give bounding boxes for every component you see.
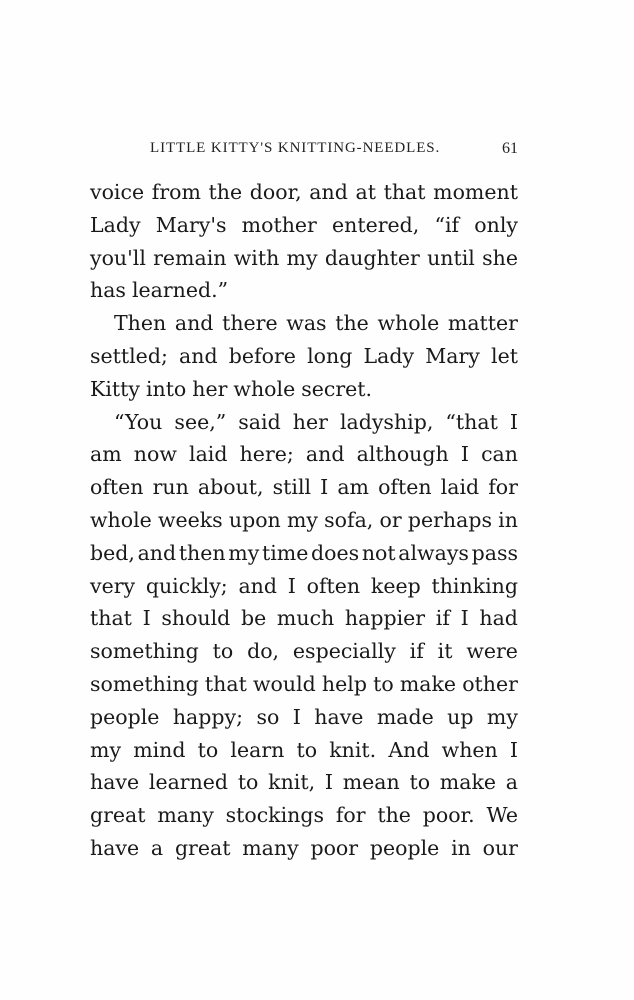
text-line xyxy=(90,307,518,340)
word: settled; xyxy=(90,343,168,368)
word: poor. xyxy=(422,803,475,828)
word: had xyxy=(479,606,518,631)
word: made xyxy=(376,704,434,729)
word: Lady xyxy=(363,343,415,368)
word: often xyxy=(378,475,432,500)
text-line xyxy=(90,668,518,701)
word: here; xyxy=(239,442,294,467)
word: my xyxy=(286,245,318,270)
word: stockings xyxy=(225,803,324,828)
running-head xyxy=(90,140,518,166)
word: and xyxy=(238,573,278,598)
word: whole xyxy=(377,311,440,336)
word: mind xyxy=(133,737,186,762)
word: keep xyxy=(370,573,421,598)
word: does xyxy=(311,540,360,565)
word: We xyxy=(486,803,518,828)
word: remain xyxy=(153,245,227,270)
word: knit. xyxy=(329,737,377,762)
word: for xyxy=(488,475,518,500)
running-title: LITTLE KITTY'S KNITTING-NEEDLES. xyxy=(150,140,441,156)
word: other xyxy=(462,671,518,696)
text-line xyxy=(90,340,518,373)
word: whole xyxy=(233,376,296,401)
word: make xyxy=(439,770,497,795)
word: for xyxy=(335,803,366,828)
word: moment xyxy=(433,180,518,204)
word: happy; xyxy=(172,704,244,729)
word: I xyxy=(320,475,329,500)
word: perhaps xyxy=(407,507,492,532)
word: I xyxy=(509,737,518,762)
word: often xyxy=(90,475,144,500)
word: door, xyxy=(249,180,302,204)
word: it xyxy=(437,639,453,664)
word: my xyxy=(286,507,318,532)
word: upon xyxy=(228,507,281,532)
word: would xyxy=(252,671,316,696)
word: in xyxy=(498,507,518,532)
word: Lady xyxy=(90,212,141,237)
word: I xyxy=(142,606,151,631)
word: people xyxy=(369,835,440,860)
word: run xyxy=(152,475,189,500)
word: or xyxy=(379,507,402,532)
text-line xyxy=(90,504,518,537)
word: very xyxy=(90,573,136,598)
word: I xyxy=(509,409,518,434)
word: something xyxy=(90,671,199,696)
text-line xyxy=(90,471,518,504)
word: so xyxy=(256,704,280,729)
word: to xyxy=(296,737,318,762)
word: her xyxy=(192,376,228,401)
text-line xyxy=(90,274,518,307)
word: voice xyxy=(90,180,145,204)
word: secret. xyxy=(301,376,373,401)
word: “that xyxy=(445,409,498,434)
word: to xyxy=(197,737,219,762)
word: my xyxy=(486,704,518,729)
text-line xyxy=(90,242,518,275)
word: now xyxy=(133,442,177,467)
word: then xyxy=(178,540,226,565)
word: to xyxy=(373,671,394,696)
text-line xyxy=(90,537,518,570)
word: Then xyxy=(114,311,167,336)
word: if xyxy=(409,639,424,664)
word: poor xyxy=(310,835,359,860)
word: let xyxy=(491,343,518,368)
text-line xyxy=(90,406,518,439)
word: often xyxy=(306,573,361,598)
word: and xyxy=(137,540,177,565)
word: still xyxy=(272,475,312,500)
word: a xyxy=(150,835,164,860)
word: I xyxy=(292,704,301,729)
word: mean xyxy=(342,770,400,795)
text-line xyxy=(90,799,518,832)
word: a xyxy=(505,770,518,795)
word: can xyxy=(481,442,518,467)
text-line xyxy=(90,438,518,471)
word: time xyxy=(261,540,309,565)
page-number: 61 xyxy=(502,140,518,157)
text-line xyxy=(90,570,518,603)
word: and xyxy=(309,180,348,204)
word: see,” xyxy=(174,409,227,434)
word: great xyxy=(174,835,231,860)
word: from xyxy=(151,180,201,204)
word: should xyxy=(161,606,231,631)
text-line xyxy=(90,766,518,799)
word: to xyxy=(237,770,259,795)
word: have xyxy=(90,770,140,795)
word: happier xyxy=(344,606,426,631)
text-line xyxy=(90,734,518,767)
word: “if xyxy=(434,212,460,237)
word: learn xyxy=(230,737,285,762)
word: have xyxy=(314,704,364,729)
word: Mary's xyxy=(155,212,227,237)
word: something xyxy=(90,639,199,664)
word: up xyxy=(447,704,474,729)
word: the xyxy=(208,180,243,204)
word: I xyxy=(324,770,333,795)
word: has xyxy=(90,278,126,303)
word: ladyship, xyxy=(339,409,434,434)
body-text xyxy=(90,176,518,865)
text-line xyxy=(90,602,518,635)
word: and xyxy=(179,343,218,368)
word: that xyxy=(383,180,426,204)
word: quickly; xyxy=(145,573,228,598)
word: matter xyxy=(447,311,518,336)
word: said xyxy=(238,409,281,434)
word: knit, xyxy=(268,770,316,795)
word: about, xyxy=(197,475,264,500)
word: bed, xyxy=(90,540,135,565)
word: and xyxy=(305,442,345,467)
word: her xyxy=(292,409,328,434)
word: weeks xyxy=(157,507,223,532)
word: into xyxy=(145,376,187,401)
word: I xyxy=(287,573,296,598)
word: at xyxy=(355,180,376,204)
word: much xyxy=(276,606,335,631)
word: with xyxy=(233,245,280,270)
word: be xyxy=(240,606,267,631)
word: only xyxy=(474,212,518,237)
word: long xyxy=(307,343,353,368)
word: were xyxy=(466,639,518,664)
word: mother xyxy=(241,212,317,237)
word: whole xyxy=(90,507,152,532)
word: learned xyxy=(148,770,229,795)
word: help xyxy=(321,671,367,696)
word: thinking xyxy=(431,573,518,598)
word: great xyxy=(90,803,146,828)
word: until xyxy=(427,245,475,270)
word: have xyxy=(90,835,140,860)
word: although xyxy=(356,442,449,467)
word: she xyxy=(482,245,518,270)
word: am xyxy=(337,475,369,500)
word: the xyxy=(335,311,369,336)
word: I xyxy=(460,606,469,631)
text-line xyxy=(90,176,518,209)
word: my xyxy=(90,737,122,762)
word: I xyxy=(460,442,469,467)
word: you'll xyxy=(90,245,146,270)
word: many xyxy=(157,803,214,828)
word: make xyxy=(399,671,457,696)
word: there xyxy=(222,311,278,336)
word: laid xyxy=(440,475,480,500)
text-line xyxy=(90,832,518,865)
word: in xyxy=(451,835,471,860)
word: Kitty xyxy=(90,376,140,401)
word: pass xyxy=(471,540,518,565)
word: “You xyxy=(114,409,163,434)
word: the xyxy=(377,803,411,828)
word: if xyxy=(435,606,450,631)
word: to xyxy=(409,770,431,795)
text-line xyxy=(90,635,518,668)
word: our xyxy=(482,835,518,860)
word: before xyxy=(228,343,296,368)
word: Mary xyxy=(425,343,480,368)
word: not xyxy=(361,540,396,565)
word: learned.” xyxy=(131,278,229,303)
word: many xyxy=(242,835,299,860)
word: And xyxy=(388,737,430,762)
text-line xyxy=(90,209,518,242)
word: do, xyxy=(247,639,280,664)
word: when xyxy=(441,737,498,762)
word: that xyxy=(204,671,247,696)
word: was xyxy=(286,311,327,336)
word: daughter xyxy=(324,245,420,270)
text-line xyxy=(90,373,518,406)
word: and xyxy=(174,311,214,336)
word: that xyxy=(90,606,132,631)
text-line xyxy=(90,701,518,734)
word: to xyxy=(212,639,234,664)
word: my xyxy=(228,540,260,565)
word: especially xyxy=(292,639,396,664)
word: always xyxy=(398,540,469,565)
word: sofa, xyxy=(324,507,374,532)
word: laid xyxy=(189,442,228,467)
word: am xyxy=(90,442,122,467)
word: entered, xyxy=(332,212,420,237)
word: people xyxy=(90,704,160,729)
